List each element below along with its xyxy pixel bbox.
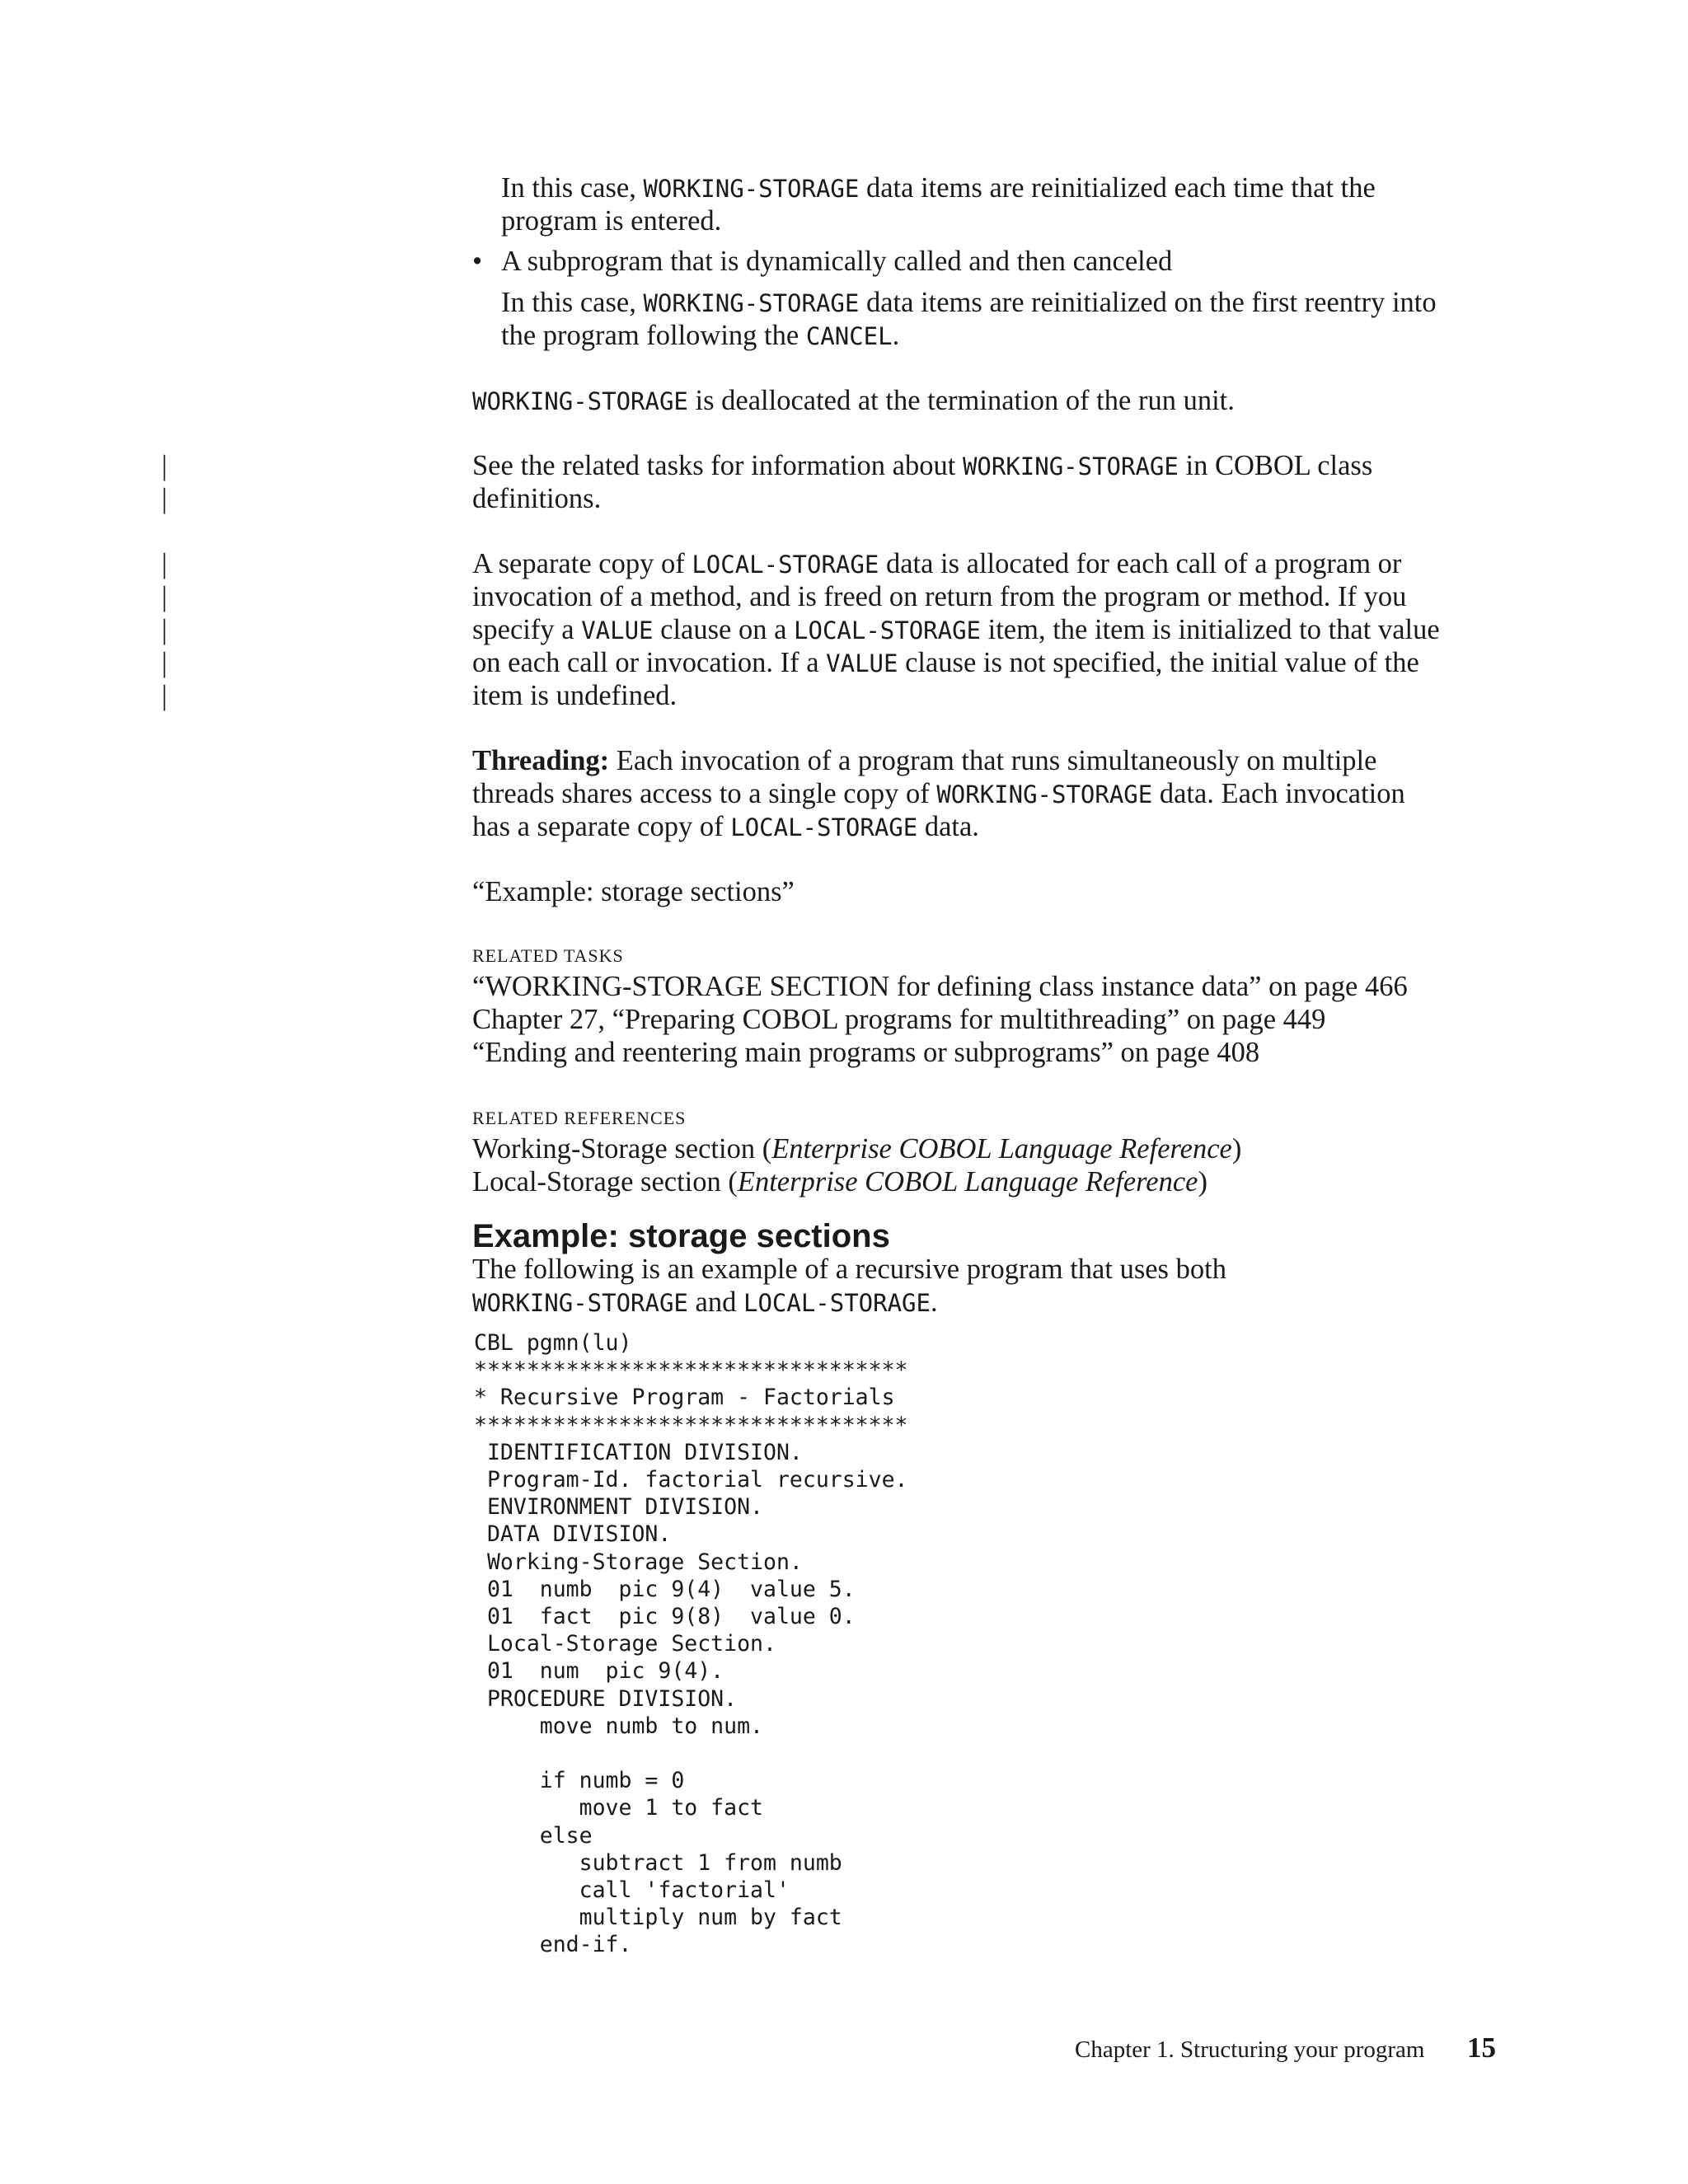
change-bar: | [162,548,167,579]
bullet-detail-line-2: the program following the CANCEL. [501,320,900,351]
local-paragraph-line-5: item is undefined. [472,680,678,711]
change-bar: | [162,581,167,612]
page-number: 15 [1467,2032,1496,2064]
local-paragraph-line-4: on each call or invocation. If a VALUE clause is not specified, the initial value of the [472,647,1419,678]
related-task-link[interactable]: “Ending and reentering main programs or subprograms” on page 408 [472,1037,1260,1068]
change-bar: | [162,450,167,481]
example-link[interactable]: “Example: storage sections” [472,876,795,907]
local-paragraph-line-2: invocation of a method, and is freed on return from the program or method. If you [472,581,1407,612]
change-bar: | [162,483,167,514]
change-bar: | [162,614,167,645]
footer-chapter: Chapter 1. Structuring your program [1075,2036,1425,2063]
example-intro-line-2: WORKING-STORAGE and LOCAL-STORAGE. [472,1286,938,1318]
dealloc-paragraph: WORKING-STORAGE is deallocated at the termination of the run unit. [472,385,1235,416]
intro-line-1: In this case, WORKING-STORAGE data items are reinitialized each time that the [501,172,1376,204]
change-bar: | [162,647,167,678]
related-task-link[interactable]: Chapter 27, “Preparing COBOL programs for multithreading” on page 449 [472,1004,1326,1035]
related-reference-link[interactable]: Local-Storage section (Enterprise COBOL Language Reference) [472,1166,1207,1197]
related-references-heading: RELATED REFERENCES [472,1108,687,1128]
bullet-text: A subprogram that is dynamically called and then canceled [501,246,1173,277]
related-paragraph-line-2: definitions. [472,483,602,514]
threading-line-2: threads shares access to a single copy of WORKING-STORAGE data. Each invocation [472,778,1405,809]
code-listing: CBL pgmn(lu) ********************************* * Recursive Program - Factorials ********************************* IDENTIFICATION DIVISION. Program-Id. factorial recursive. ENVIRONMENT DIVISION. DATA DIVISION. Working-Storage Section. 01 numb pic 9(4) value 5. 01 fact pic 9(8) value 0. Local-Storage Section. 01 num pic 9(4). PROCEDURE DIVISION. move numb to num. if numb = 0 move 1 to fact else subtract 1 from numb call 'factorial' multiply num by fact end-if. [474,1330,908,1958]
threading-line-1: Threading: Each invocation of a program that runs simultaneously on multiple [472,745,1377,776]
bullet-detail-line-1: In this case, WORKING-STORAGE data items are reinitialized on the first reentry into [501,287,1437,318]
bullet-symbol: • [472,246,483,277]
example-intro-line-1: The following is an example of a recursive program that uses both [472,1254,1226,1285]
related-tasks-heading: RELATED TASKS [472,945,624,966]
change-bar: | [162,680,167,711]
threading-line-3: has a separate copy of LOCAL-STORAGE data. [472,811,979,842]
section-heading: Example: storage sections [472,1218,890,1254]
related-reference-link[interactable]: Working-Storage section (Enterprise COBOL Language Reference) [472,1133,1242,1165]
local-paragraph-line-3: specify a VALUE clause on a LOCAL-STORAGE item, the item is initialized to that value [472,614,1440,645]
threading-label: Threading: [472,745,610,776]
local-paragraph-line-1: A separate copy of LOCAL-STORAGE data is allocated for each call of a program or [472,548,1402,579]
intro-line-2: program is entered. [501,205,722,237]
related-task-link[interactable]: “WORKING-STORAGE SECTION for defining class instance data” on page 466 [472,971,1408,1002]
related-paragraph-line-1: See the related tasks for information about WORKING-STORAGE in COBOL class [472,450,1373,481]
